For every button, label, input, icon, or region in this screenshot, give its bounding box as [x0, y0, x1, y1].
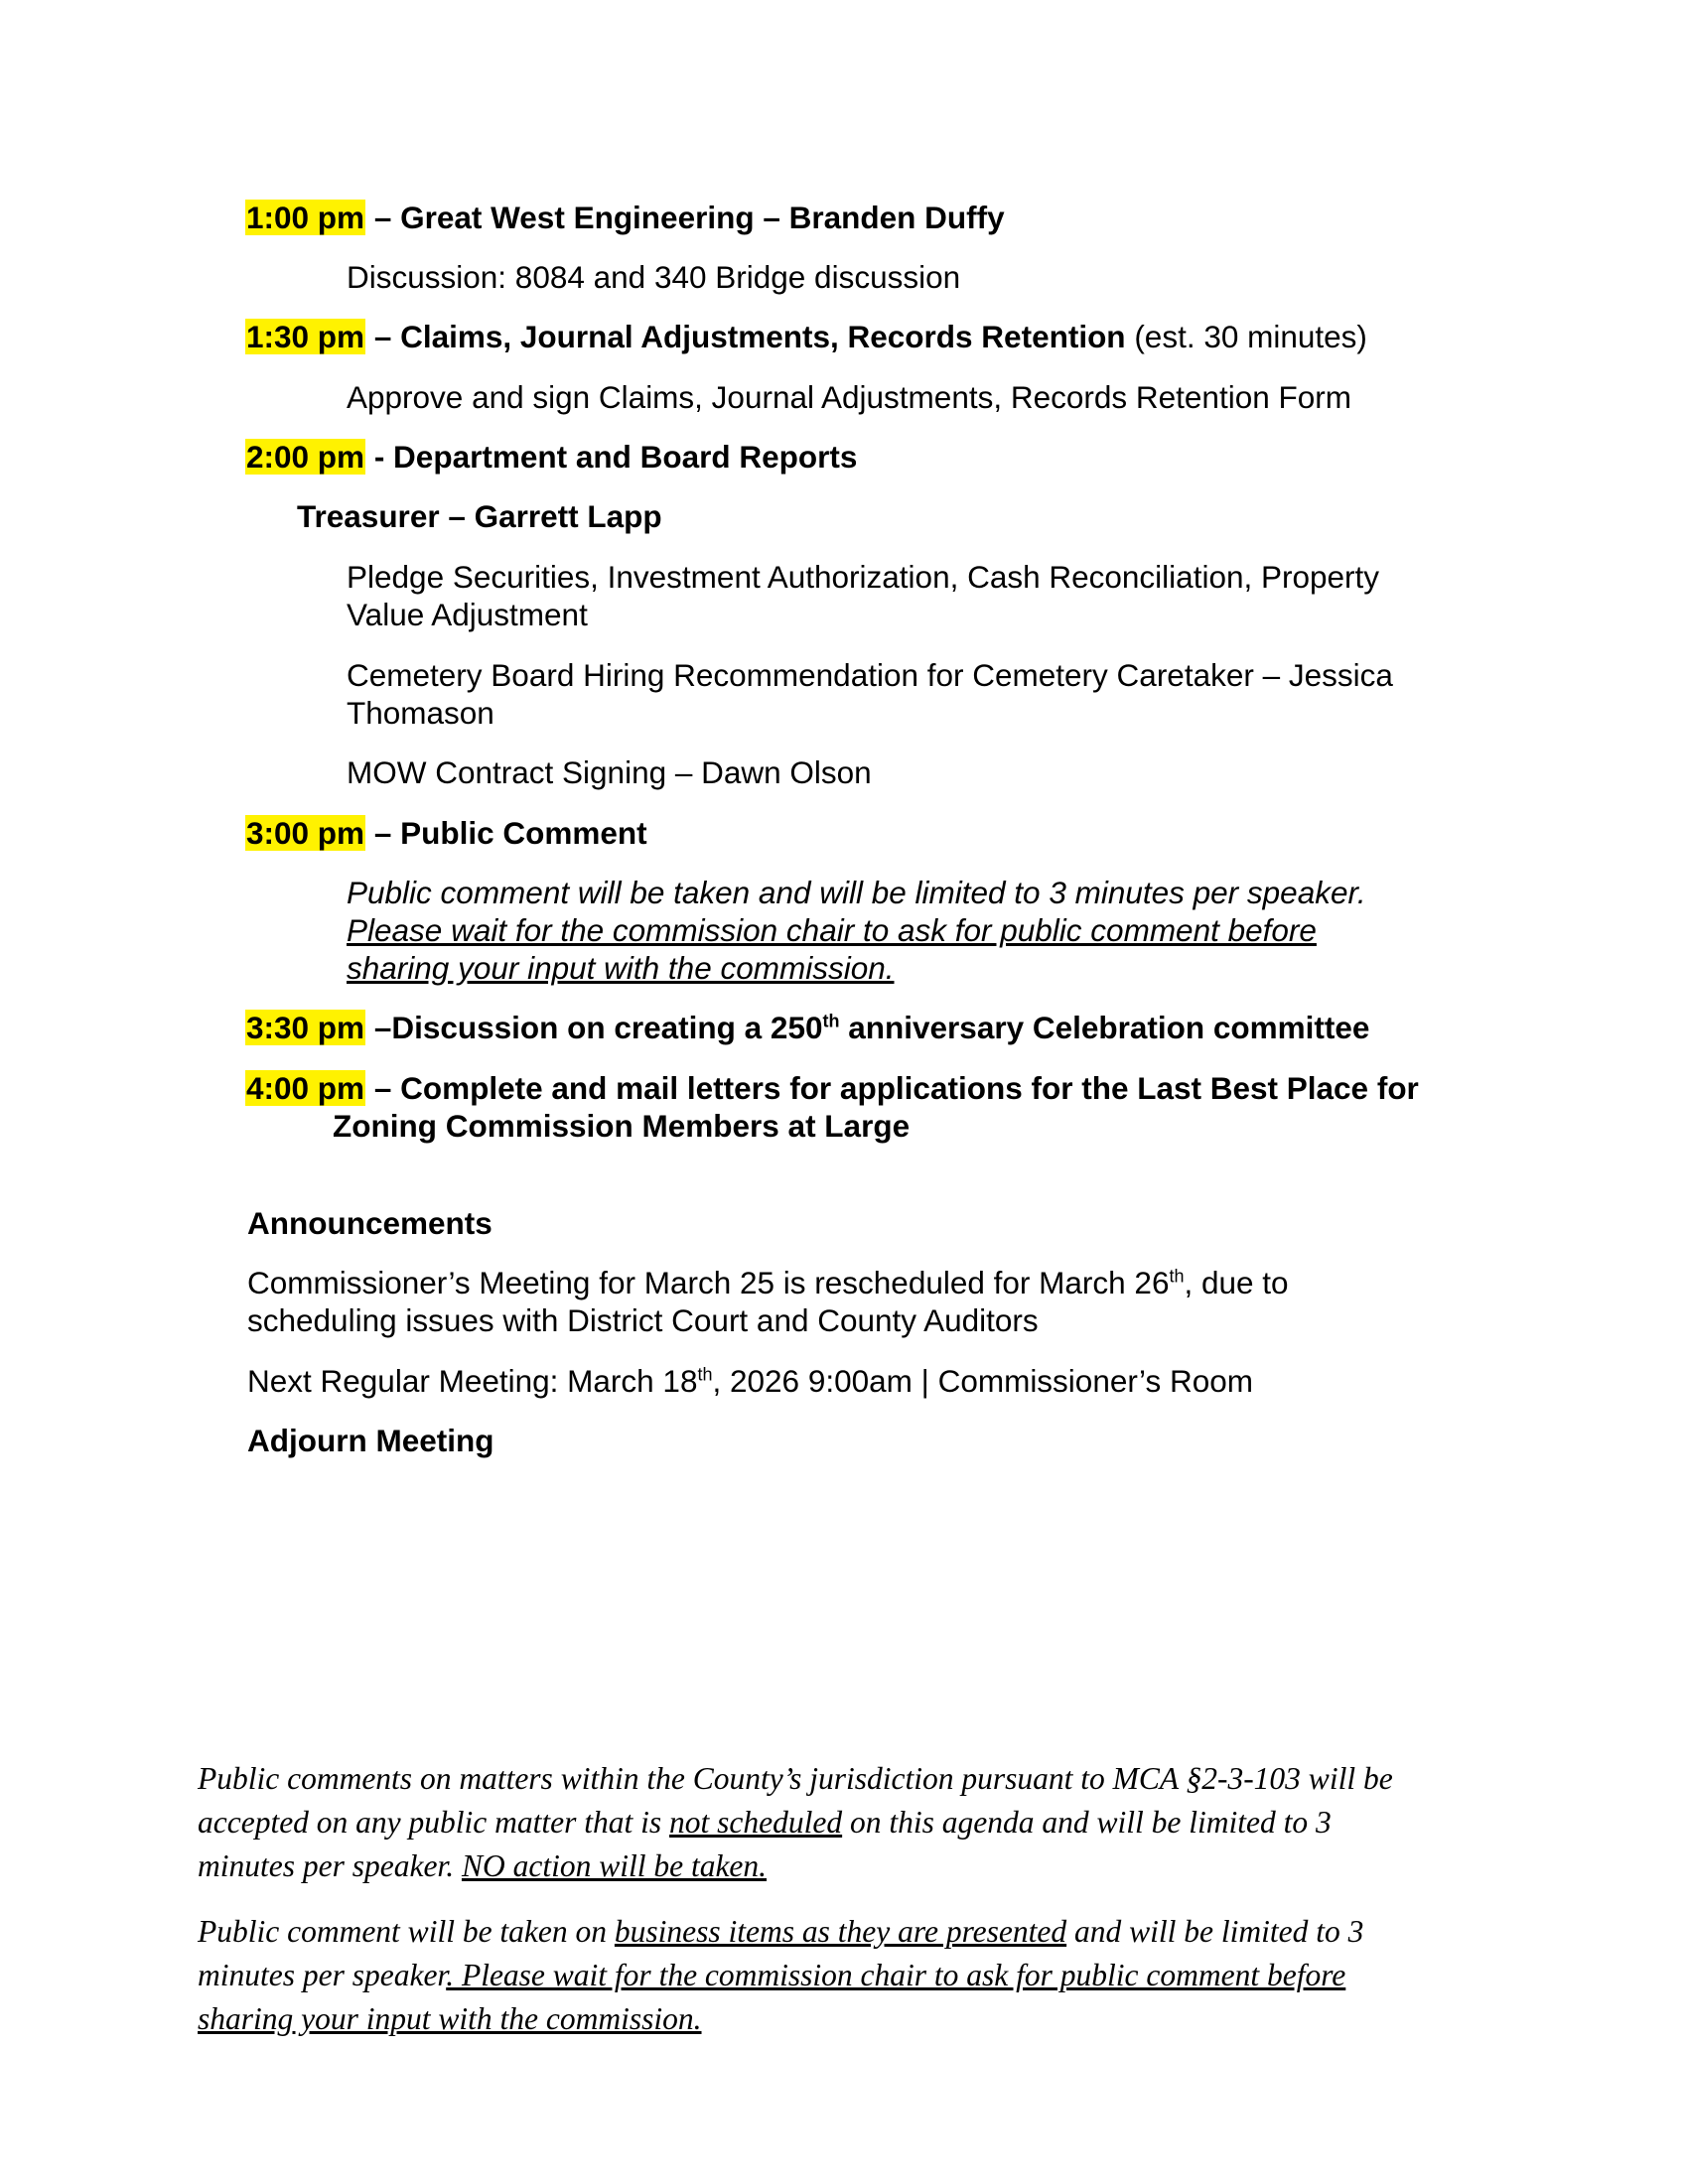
- mow-contract-line: MOW Contract Signing – Dawn Olson: [347, 754, 872, 790]
- footer-text: on this agenda and will be limited to 3: [842, 1805, 1332, 1840]
- footer-underlined-text: NO action will be taken.: [461, 1848, 768, 1883]
- agenda-item-1-detail: Discussion: 8084 and 340 Bridge discussion: [347, 259, 961, 295]
- next-meeting-text: , 2026 9:00am | Commissioner’s Room: [712, 1363, 1253, 1399]
- time-highlight: 1:00 pm: [246, 200, 365, 235]
- footer-p1-line-1: Public comments on matters within the County’s jurisdiction pursuant to MCA §2-3-103 will be: [198, 1761, 1393, 1796]
- footer-text: Public comment will be taken on: [198, 1914, 615, 1949]
- superscript: th: [697, 1364, 713, 1385]
- footer-underlined-text: not scheduled: [669, 1805, 843, 1840]
- time-highlight: 3:30 pm: [246, 1010, 365, 1045]
- announcements-heading: Announcements: [247, 1205, 492, 1241]
- public-comment-line-1: Public comment will be taken and will be limited to 3 minutes per speaker.: [347, 875, 1366, 910]
- footer-p1-line-3: [198, 1844, 767, 1888]
- footer-p2-line-1: [198, 1910, 1363, 1954]
- footer-text: and will be limited to 3: [1066, 1914, 1364, 1949]
- footer-p1-line-2: [198, 1801, 1332, 1844]
- agenda-item-2-title: [245, 318, 1367, 355]
- footer-text: accepted on any public matter that is: [198, 1805, 670, 1840]
- footer-text: minutes per speaker.: [198, 1848, 462, 1883]
- agenda-item-6-title-line-2: Zoning Commission Members at Large: [333, 1108, 911, 1144]
- agenda-item-2-detail: Approve and sign Claims, Journal Adjustments, Records Retention Form: [347, 379, 1351, 415]
- agenda-item-3-title: [245, 438, 857, 476]
- agenda-item-title-text: – Complete and mail letters for applications for the Last Best Place for: [365, 1070, 1419, 1106]
- announcement-text: , due to: [1184, 1265, 1289, 1300]
- superscript: th: [822, 1011, 840, 1031]
- agenda-item-title-text: – Claims, Journal Adjustments, Records Retention: [365, 319, 1126, 354]
- footer-underlined-text: . Please wait for the commission chair to ask for public comment before: [446, 1958, 1346, 1992]
- superscript: th: [1169, 1266, 1185, 1287]
- announcement-text: Commissioner’s Meeting for March 25 is rescheduled for March 26: [247, 1265, 1170, 1300]
- agenda-item-1-title: [245, 199, 1005, 236]
- footer-text: minutes per speaker: [198, 1958, 447, 1992]
- time-highlight: 2:00 pm: [246, 439, 365, 475]
- footer-p2-line-3: sharing your input with the commission.: [198, 2001, 702, 2036]
- agenda-item-title-text: –Discussion on creating a 250: [365, 1010, 823, 1045]
- adjourn-meeting: Adjourn Meeting: [247, 1423, 494, 1458]
- announcement-line-1: [247, 1264, 1289, 1301]
- pledge-securities-line-2: Value Adjustment: [347, 597, 588, 632]
- agenda-item-note: (est. 30 minutes): [1125, 319, 1367, 354]
- time-highlight: 1:30 pm: [246, 319, 365, 354]
- next-meeting-line: [247, 1362, 1253, 1400]
- cemetery-board-line-1: Cemetery Board Hiring Recommendation for Cemetery Caretaker – Jessica: [347, 657, 1393, 693]
- cemetery-board-line-2: Thomason: [347, 695, 494, 731]
- agenda-item-title-text: - Department and Board Reports: [365, 439, 858, 475]
- agenda-item-6-title: [245, 1069, 1419, 1107]
- agenda-item-title-text: – Great West Engineering – Branden Duffy: [365, 200, 1005, 235]
- agenda-item-title-text: anniversary Celebration committee: [839, 1010, 1370, 1045]
- public-comment-line-2: Please wait for the commission chair to ask for public comment before: [347, 912, 1317, 948]
- next-meeting-text: Next Regular Meeting: March 18: [247, 1363, 698, 1399]
- footer-underlined-text: business items as they are presented: [614, 1914, 1067, 1949]
- footer-p2-line-2: [198, 1954, 1345, 1997]
- agenda-item-5-title: [245, 1009, 1369, 1046]
- pledge-securities-line-1: Pledge Securities, Investment Authorization, Cash Reconciliation, Property: [347, 559, 1380, 595]
- time-highlight: 4:00 pm: [246, 1070, 365, 1106]
- announcement-line-2: scheduling issues with District Court and County Auditors: [247, 1302, 1039, 1338]
- treasurer-heading: Treasurer – Garrett Lapp: [297, 498, 662, 534]
- agenda-item-title-text: – Public Comment: [365, 815, 647, 851]
- agenda-item-4-title: [245, 814, 647, 852]
- public-comment-line-3: sharing your input with the commission.: [347, 950, 895, 986]
- time-highlight: 3:00 pm: [246, 815, 365, 851]
